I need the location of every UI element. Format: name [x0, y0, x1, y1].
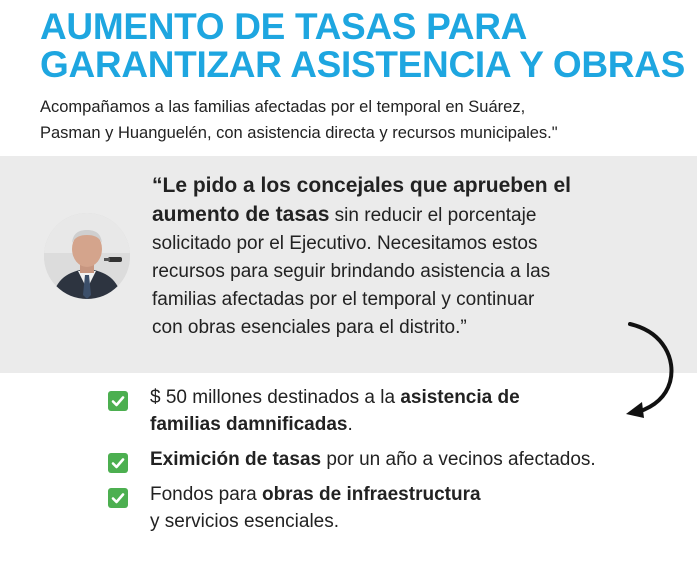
list-item	[108, 481, 688, 535]
item-2-bold: Eximición de tasas	[150, 449, 322, 470]
avatar	[44, 213, 130, 299]
intro-line-1: Acompañamos a las familias afectadas por el temporal en Suárez,	[40, 98, 526, 116]
quote-bold-2: aumento de tasas	[152, 203, 330, 226]
check-mark-icon	[108, 453, 128, 473]
item-1-text: $ 50 millones destinados a la	[150, 387, 401, 408]
quote-line-3: solicitado por el Ejecutivo. Necesitamos estos	[152, 233, 538, 254]
item-1-post: .	[347, 414, 353, 435]
item-1-bold: asistencia de	[400, 387, 520, 408]
quote-line-2	[152, 201, 687, 230]
list-item	[108, 446, 688, 473]
headline-line-2: GARANTIZAR ASISTENCIA Y OBRAS	[40, 44, 686, 85]
check-mark-icon	[108, 488, 128, 508]
headline	[40, 8, 690, 84]
quote-line-6: con obras esenciales para el distrito.”	[152, 317, 467, 338]
item-3-text-2: y servicios esenciales.	[150, 511, 340, 532]
list-item-text	[150, 481, 481, 535]
benefit-list	[108, 384, 688, 543]
list-item-text	[150, 446, 596, 473]
item-3-bold: obras de infraestructura	[261, 484, 481, 505]
intro-line-2: Pasman y Huanguelén, con asistencia directa y recursos municipales."	[40, 124, 558, 142]
item-1-bold-2: familias damnificadas	[150, 414, 348, 435]
portrait-photo	[44, 213, 130, 299]
quote-text	[152, 172, 687, 342]
quote-line-1	[152, 172, 687, 201]
list-item-text	[150, 384, 520, 438]
list-item	[108, 384, 688, 438]
item-2-post: por un año a vecinos afectados.	[321, 449, 596, 470]
quote-line-5: familias afectadas por el temporal y continuar	[152, 289, 535, 310]
quote-bold-1: “Le pido a los concejales que aprueben el	[152, 174, 571, 197]
intro-text	[40, 94, 680, 146]
headline-line-1: AUMENTO DE TASAS PARA	[40, 6, 528, 47]
quote-rest-2: sin reducir el porcentaje	[329, 205, 537, 226]
quote-line-4: recursos para seguir brindando asistencia a las	[152, 261, 551, 282]
item-3-text: Fondos para	[150, 484, 262, 505]
check-mark-icon	[108, 391, 128, 411]
